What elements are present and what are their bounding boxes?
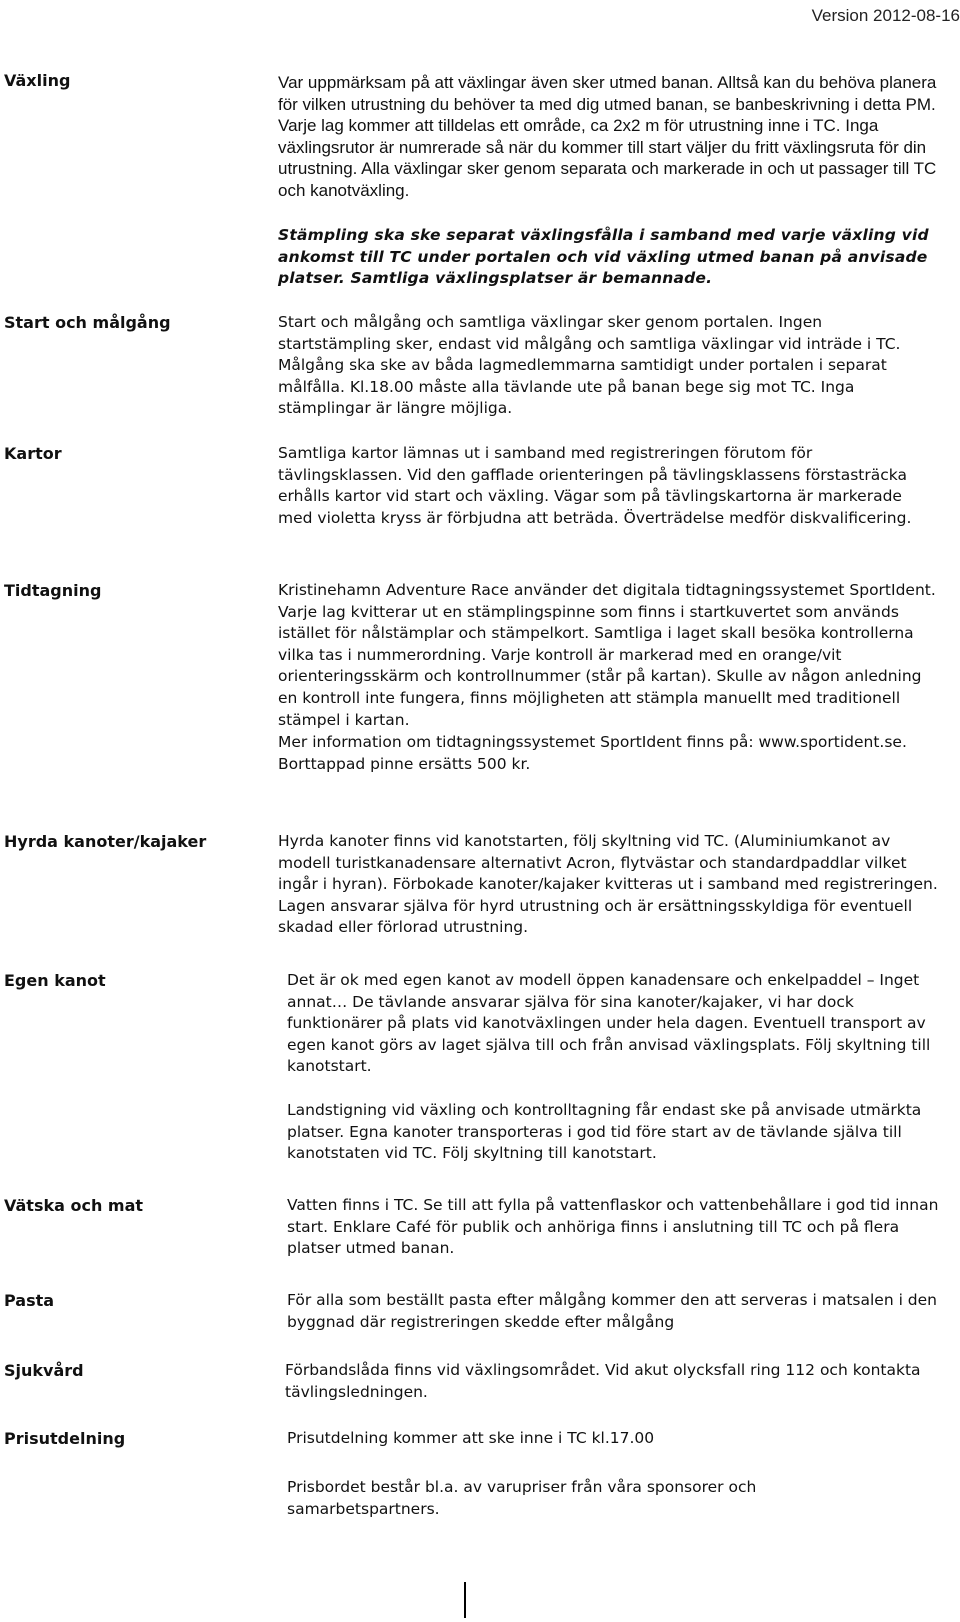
section-label-start: Start och målgång bbox=[4, 313, 171, 332]
section-label-egen: Egen kanot bbox=[4, 971, 106, 990]
section-text-pris-bord: Prisbordet består bl.a. av varupriser från våra sponsorer och samarbetspartners. bbox=[287, 1478, 757, 1518]
text-cursor bbox=[464, 1582, 466, 1618]
section-text-pris: Prisutdelning kommer att ske inne i TC kl.17.00 bbox=[287, 1429, 655, 1447]
section-label-tidtagning: Tidtagning bbox=[4, 581, 102, 600]
section-label-sjukvard: Sjukvård bbox=[4, 1361, 84, 1380]
section-label-pris: Prisutdelning bbox=[4, 1429, 126, 1448]
section-label-kartor: Kartor bbox=[4, 444, 62, 463]
section-text-vatska: Vatten finns i TC. Se till att fylla på vattenflaskor och vattenbehållare i god tid innan start. Enklare Café för publik och anhöriga finns i anslutning till TC och på flera platser utmed banan. bbox=[287, 1196, 939, 1258]
section-text-start: Start och målgång och samtliga växlingar sker genom portalen. Ingen startstämpling sker, endast vid målgång och samtliga växlingar vid inträde i TC. Målgång ska ske av båda lagmedlemmarna samtidigt under portalen i separat målfålla. Kl.18.00 måste alla tävlande ute på banan bege sig mot TC. Inga stämplingar är längre möjliga. bbox=[278, 313, 901, 418]
section-text-tidtagning-more: Mer information om tidtagningssystemet SportIdent finns på: www.sportident.se. Borttappad pinne ersätts 500 kr. bbox=[278, 733, 907, 773]
section-text-sjukvard: Förbandslåda finns vid växlingsområdet. Vid akut olycksfall ring 112 och kontakta tävlingsledningen. bbox=[285, 1361, 921, 1401]
section-text-vaxling-stampling: Stämpling ska ske separat växlingsfålla i samband med varje växling vid ankomst till TC under portalen och vid växling utmed banan på anvisade platser. Samtliga växlingsplatser är bemannade. bbox=[278, 226, 929, 288]
section-text-vaxling: Var uppmärksam på att växlingar även sker utmed banan. Alltså kan du behöva planera för vilken utrustning du behöver ta med dig utmed banan, se banbeskrivning i detta PM. Varje lag kommer att tilldelas ett område, ca 2x2 m för utrustning inne i TC. Inga växlingsrutor är numrerade så när du kommer till start väljer du fritt växlingsruta för din utrustning. Alla växlingar sker genom separata och markerade in och ut passager till TC och kanotväxling. bbox=[278, 73, 937, 200]
section-label-hyrda: Hyrda kanoter/kajaker bbox=[4, 832, 207, 851]
section-text-kartor: Samtliga kartor lämnas ut i samband med registreringen förutom för tävlingsklassen. Vid den gafflade orienteringen på tävlingsklassens förstasträcka erhålls kartor vid start och växling. Vägar som på tävlingskartorna är markerade med violetta kryss är förbjudna att beträda. Överträdelse medför diskvalificering. bbox=[278, 444, 912, 527]
document-version: Version 2012-08-16 bbox=[811, 6, 960, 25]
section-label-vaxling: Växling bbox=[4, 71, 71, 90]
section-label-vatska: Vätska och mat bbox=[4, 1196, 144, 1215]
section-label-pasta: Pasta bbox=[4, 1291, 55, 1310]
section-text-pasta: För alla som beställt pasta efter målgång kommer den att serveras i matsalen i den byggnad där registreringen skedde efter målgång bbox=[287, 1291, 938, 1331]
section-text-tidtagning: Kristinehamn Adventure Race använder det digitala tidtagningssystemet SportIdent. Varje lag kvitterar ut en stämplingspinne som finns i startkuvertet som används istället för nålstämplar och stämpelkort. Samtliga i laget skall besöka kontrollerna vilka tas i nummerordning. Varje kontroll är markerad med en orange/vit orienteringsskärm och kontrollnummer (står på kartan). Skulle av någon anledning en kontroll inte fungera, finns möjligheten att stämpla manuellt med traditionell stämpel i kartan. bbox=[278, 581, 936, 729]
section-text-egen: Det är ok med egen kanot av modell öppen kanadensare och enkelpaddel – Inget annat… De tävlande ansvarar själva för sina kanoter/kajaker, vi har dock funktionärer på plats vid kanotväxlingen under hela dagen. Eventuell transport av egen kanot görs av laget själva till och från anvisad växlingsplats. Följ skyltning till kanotstart. bbox=[287, 971, 931, 1076]
section-text-egen-landstigning: Landstigning vid växling och kontrolltagning får endast ske på anvisade utmärkta platser. Egna kanoter transporteras i god tid före start av de tävlande själva till kanotstaten vid TC. Följ skyltning till kanotstart. bbox=[287, 1101, 922, 1163]
section-text-hyrda: Hyrda kanoter finns vid kanotstarten, följ skyltning vid TC. (Aluminiumkanot av modell turistkanadensare alternativt Acron, flytvästar och standardpaddlar vilket ingår i hyran). Förbokade kanoter/kajaker kvitteras ut i samband med registreringen. Lagen ansvarar själva för hyrd utrustning och är ersättningsskyldiga för eventuell skadad eller förlorad utrustning. bbox=[278, 832, 938, 937]
